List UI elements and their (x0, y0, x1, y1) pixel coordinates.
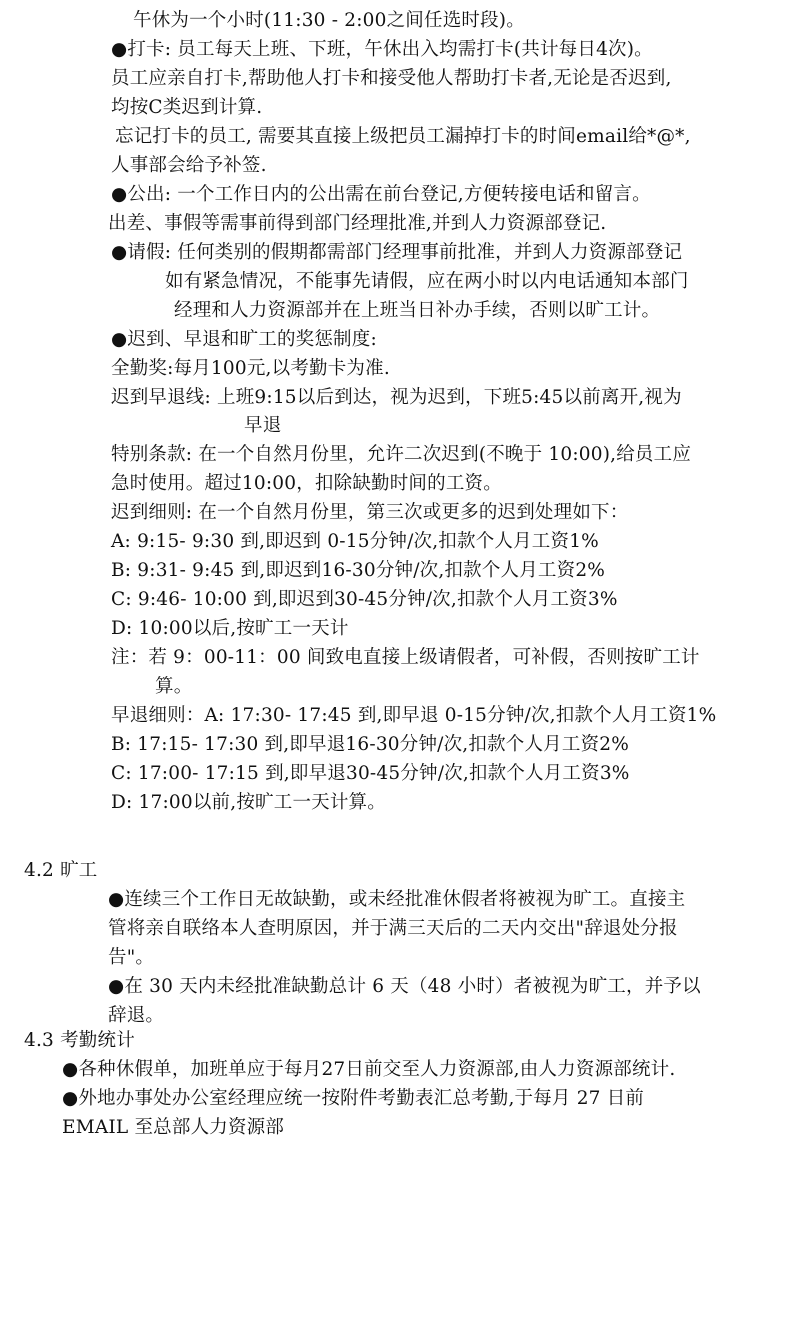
bullet-reward-penalty: ●迟到、早退和旷工的奖惩制度: (111, 329, 377, 350)
text-line: 员工应亲自打卡,帮助他人打卡和接受他人帮助打卡者,无论是否迟到, (111, 68, 672, 89)
text-line: D: 10:00以后,按旷工一天计 (111, 618, 349, 639)
text-line: 早退细则：A: 17:30- 17:45 到,即早退 0-15分钟/次,扣款个人月工资1% (111, 705, 717, 726)
text-line: 注：若 9：00-11：00 间致电直接上级请假者，可补假，否则按旷工计 (111, 647, 700, 668)
section-heading-4-2: 4.2 旷工 (24, 860, 98, 881)
text-line: B: 17:15- 17:30 到,即早退16-30分钟/次,扣款个人月工资2% (111, 734, 630, 755)
text-line: 人事部会给予补签. (111, 155, 267, 176)
text-line: 经理和人力资源部并在上班当日补办手续，否则以旷工计。 (174, 300, 661, 321)
text-line: ●连续三个工作日无故缺勤，或未经批准休假者将被视为旷工。直接主 (108, 889, 686, 910)
bullet-punch-in: ●打卡: 员工每天上班、下班，午休出入均需打卡(共计每日4次)。 (111, 39, 653, 60)
text-line: ●外地办事处办公室经理应统一按附件考勤表汇总考勤,于每月 27 日前 (62, 1088, 645, 1109)
bullet-business-out: ●公出: 一个工作日内的公出需在前台登记,方便转接电话和留言。 (111, 184, 651, 205)
text-line: 特别条款: 在一个自然月份里，允许二次迟到(不晚于 10:00),给员工应 (111, 444, 692, 465)
text-line: 均按C类迟到计算. (111, 97, 263, 118)
text-line: C: 17:00- 17:15 到,即早退30-45分钟/次,扣款个人月工资3% (111, 763, 630, 784)
text-line: 管将亲自联络本人查明原因，并于满三天后的二天内交出"辞退处分报 (108, 918, 678, 939)
text-line: ●各种休假单，加班单应于每月27日前交至人力资源部,由人力资源部统计. (62, 1059, 676, 1080)
text-line: B: 9:31- 9:45 到,即迟到16-30分钟/次,扣款个人月工资2% (111, 560, 606, 581)
text-line: 早退 (244, 415, 282, 436)
text-line: D: 17:00以前,按旷工一天计算。 (111, 792, 386, 813)
bullet-leave: ●请假: 任何类别的假期都需部门经理事前批准，并到人力资源部登记 (111, 242, 683, 263)
text-line: 午休为一个小时(11:30 - 2:00之间任选时段)。 (133, 10, 525, 31)
section-heading-4-3: 4.3 考勤统计 (24, 1030, 135, 1051)
text-line: EMAIL 至总部人力资源部 (62, 1117, 285, 1138)
text-line: 算。 (155, 676, 193, 697)
text-line: 告"。 (108, 947, 155, 968)
text-line: 迟到细则: 在一个自然月份里，第三次或更多的迟到处理如下： (111, 502, 629, 523)
text-line: 辞退。 (108, 1005, 165, 1026)
text-line: 全勤奖:每月100元,以考勤卡为准. (111, 358, 390, 379)
text-line: 出差、事假等需事前得到部门经理批准,并到人力资源部登记. (108, 213, 607, 234)
text-line: 迟到早退线: 上班9:15以后到达，视为迟到，下班5:45以前离开,视为 (111, 387, 682, 408)
text-line: 如有紧急情况，不能事先请假，应在两小时以内电话通知本部门 (165, 271, 689, 292)
text-line: A: 9:15- 9:30 到,即迟到 0-15分钟/次,扣款个人月工资1% (111, 531, 599, 552)
text-line: ●在 30 天内未经批准缺勤总计 6 天（48 小时）者被视为旷工，并予以 (108, 976, 701, 997)
text-line: C: 9:46- 10:00 到,即迟到30-45分钟/次,扣款个人月工资3% (111, 589, 618, 610)
text-line: 急时使用。超过10:00，扣除缺勤时间的工资。 (111, 473, 502, 494)
text-line: 忘记打卡的员工, 需要其直接上级把员工漏掉打卡的时间email给*@*, (115, 126, 691, 147)
